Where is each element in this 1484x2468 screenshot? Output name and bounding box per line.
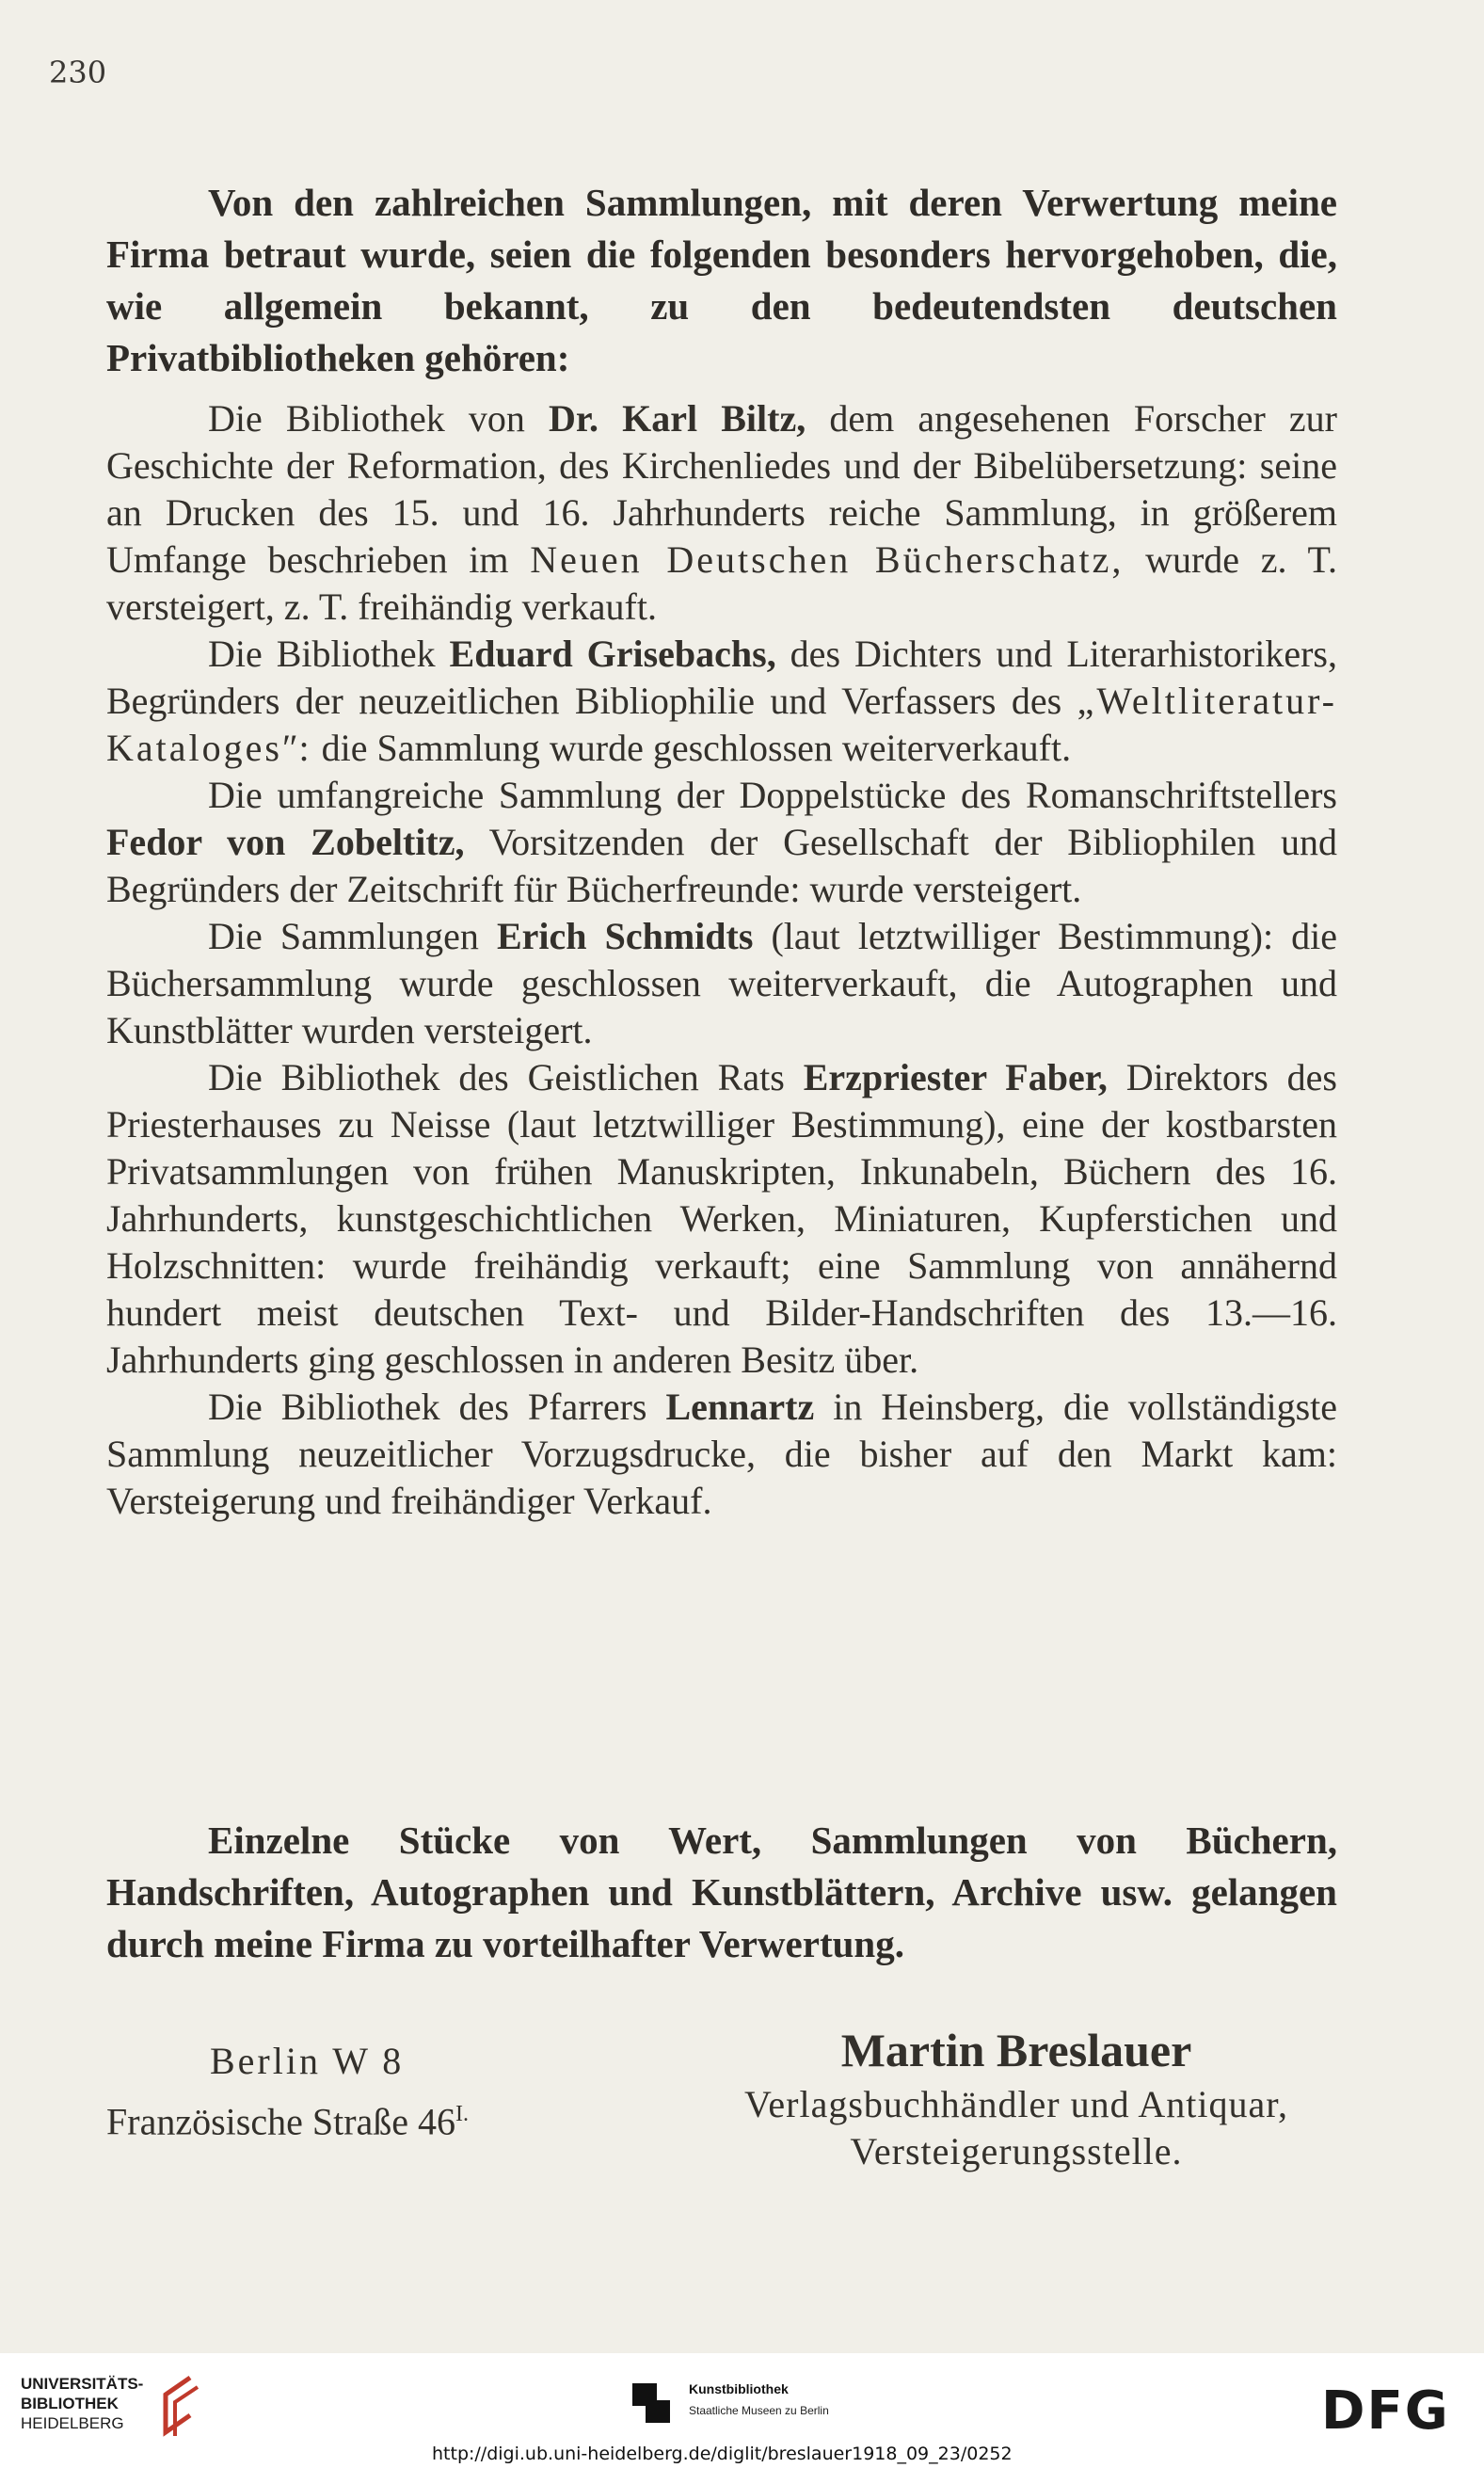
collection-paragraph: Die Bibliothek des Pfarrers Lennartz in Heinsberg, die vollständigste Sammlung neuzeitlicher Vorzugsdrucke, die bisher auf den Markt kam: Versteigerung und freihändiger Verkauf. xyxy=(106,1386,1337,1522)
intro-paragraph: Von den zahlreichen Sammlungen, mit deren Verwertung meine Firma betraut wurde, seien die folgenden besonders hervorgehoben, die, wie allgemein bekannt, zu den bedeutendsten deutschen Privatbibliotheken gehören: xyxy=(106,181,1337,379)
collector-name: Erzpriester Faber, xyxy=(803,1056,1108,1098)
address-street: Französische Straße $46^{I.}$ xyxy=(106,2100,470,2143)
ub-heidelberg-logo[interactable]: UNIVERSITÄTS- BIBLIOTHEK HEIDELBERG xyxy=(21,2375,144,2432)
address-block xyxy=(106,2035,469,2148)
collector-name: Lennartz xyxy=(665,1386,815,1428)
collection-paragraph: Die Bibliothek des Geistlichen Rats Erzpriester Faber, Direktors des Priesterhauses zu Neisse (laut letztwilliger Bestimmung), eine der kostbarsten Privatsammlungen von frühen Manuskripten, Inkunabeln, Büchern des 16. Jahrhunderts, kunstgeschichtlichen Werken, Miniaturen, Kupferstichen und Holzschnitten: wurde freihändig verkauft; eine Sammlung von annähernd hundert meist deutschen Text- und Bilder-Handschriften des 13.—16. Jahrhunderts ging geschlossen in anderen Besitz über. xyxy=(106,1056,1337,1381)
kunstbibliothek-mark-icon xyxy=(632,2383,670,2423)
ub-heidelberg-mark-icon xyxy=(152,2374,201,2438)
dfg-logo[interactable]: DFG xyxy=(1321,2380,1450,2442)
signature-subtitle: Versteigerungsstelle. xyxy=(850,2130,1183,2172)
address-city: Berlin W 8 xyxy=(210,2040,405,2082)
collector-name: Erich Schmidts xyxy=(496,915,754,957)
signature-block xyxy=(678,2019,1355,2175)
collection-paragraph: Die Bibliothek Eduard Grisebachs, des Dichters und Literarhistorikers, Begründers der neuzeitlichen Bibliophilie und Verfassers des „Weltliteratur-Katalogesʺ: die Sammlung wurde geschlossen weiterverkauft. xyxy=(106,633,1337,769)
signature-name: Martin Breslauer xyxy=(840,2024,1192,2076)
collections-list xyxy=(106,395,1337,1525)
digitization-footer: UNIVERSITÄTS- BIBLIOTHEK HEIDELBERG Kunstbibliothek Staatliche Museen zu Berlin DFG http://digi.ub.uni-heidelberg.de/diglit/breslauer1918_09_23/0252 xyxy=(0,2353,1484,2468)
collection-paragraph: Die Sammlungen Erich Schmidts (laut letztwilliger Bestimmung): die Büchersammlung wurde geschlossen weiterverkauft, die Autographen und Kunstblätter wurden versteigert. xyxy=(106,915,1337,1051)
outro-paragraph: Einzelne Stücke von Wert, Sammlungen von Büchern, Handschriften, Autographen und Kunstblättern, Archive usw. gelangen durch meine Firma zu vorteilhafter Verwertung. xyxy=(106,1819,1337,1965)
collector-name: Fedor von Zobeltitz, xyxy=(106,821,465,863)
page-number: 230 xyxy=(49,55,107,90)
collection-paragraph: Die Bibliothek von Dr. Karl Biltz, dem angesehenen Forscher zur Geschichte der Reformation, des Kirchenliedes und der Bibelübersetzung: seine an Drucken des 15. und 16. Jahrhunderts reiche Sammlung, in größerem Umfange beschrieben im Neuen Deutschen Bücherschatz, wurde z. T. versteigert, z. T. freihändig verkauft. xyxy=(106,397,1337,628)
permalink-url[interactable]: http://digi.ub.uni-heidelberg.de/diglit/breslauer1918_09_23/0252 xyxy=(432,2444,1013,2464)
collector-name: Eduard Grisebachs, xyxy=(449,633,776,675)
collector-name: Dr. Karl Biltz, xyxy=(549,397,806,440)
collection-paragraph: Die umfangreiche Sammlung der Doppelstücke des Romanschriftstellers Fedor von Zobeltitz, Vorsitzenden der Gesellschaft der Bibliophilen und Begründers der Zeitschrift für Bücherfreunde: wurde versteigert. xyxy=(106,774,1337,910)
signature-title: Verlagsbuchhändler und Antiquar, xyxy=(743,2083,1289,2125)
address-superscript: I. xyxy=(455,2102,470,2126)
